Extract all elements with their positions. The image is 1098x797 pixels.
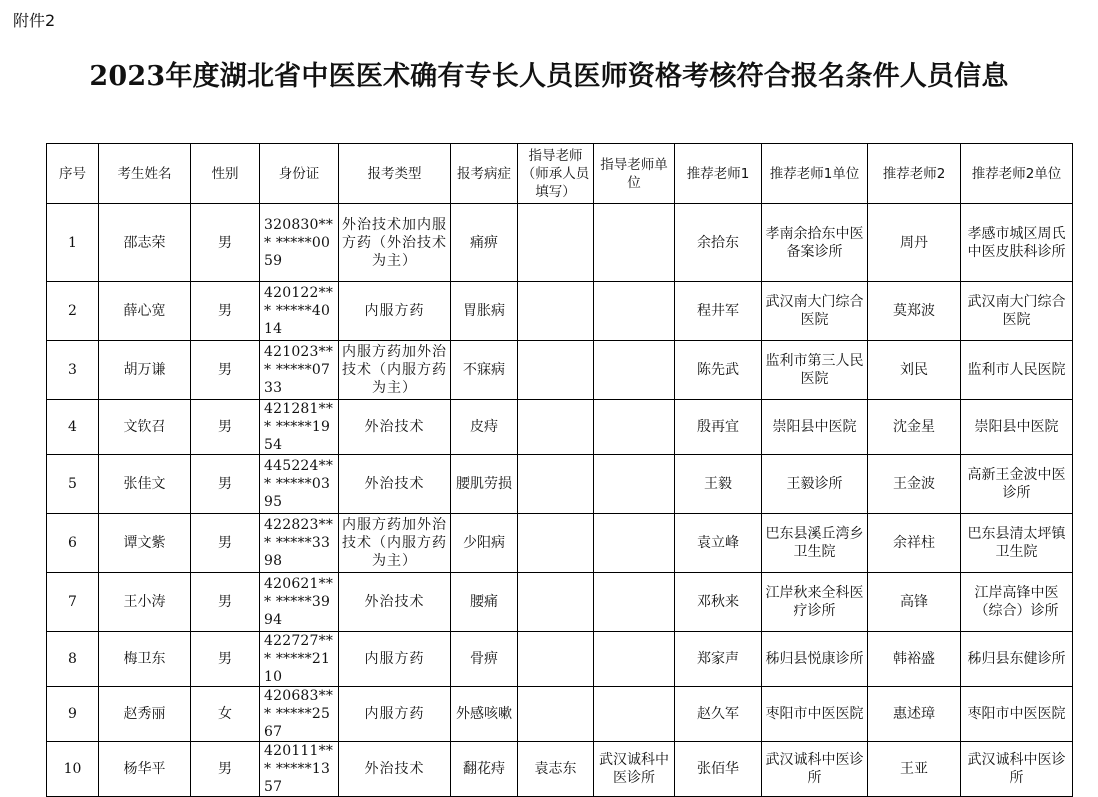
cell-referee2: 周丹 [868,204,961,282]
cell-referee1: 赵久军 [675,687,762,742]
cell-mentor [518,573,594,632]
cell-referee1-unit: 巴东县溪丘湾乡卫生院 [762,514,868,573]
cell-id-card: 422823*** *****3398 [260,514,339,573]
cell-disease: 不寐病 [451,341,518,400]
header-referee2-unit: 推荐老师2单位 [961,144,1073,204]
header-name: 考生姓名 [99,144,191,204]
cell-referee1-unit: 王毅诊所 [762,455,868,514]
cell-disease: 翻花痔 [451,742,518,797]
cell-seq: 6 [47,514,99,573]
cell-referee1: 余拾东 [675,204,762,282]
header-gender: 性别 [191,144,260,204]
cell-id-card: 420122*** *****4014 [260,282,339,341]
applicant-table [46,143,1073,797]
cell-referee1: 王毅 [675,455,762,514]
cell-gender: 男 [191,514,260,573]
cell-disease: 痛痹 [451,204,518,282]
header-referee1-unit: 推荐老师1单位 [762,144,868,204]
cell-id-card: 420683*** *****2567 [260,687,339,742]
cell-gender: 男 [191,341,260,400]
cell-referee2-unit: 江岸高锋中医（综合）诊所 [961,573,1073,632]
cell-mentor-unit [594,455,675,514]
cell-exam-type: 外治技术加内服方药（外治技术为主） [339,204,451,282]
attachment-label: 附件2 [13,11,56,30]
cell-exam-type: 内服方药 [339,632,451,687]
cell-referee2: 沈金星 [868,400,961,455]
cell-seq: 2 [47,282,99,341]
cell-exam-type: 外治技术 [339,573,451,632]
cell-seq: 3 [47,341,99,400]
cell-disease: 腰痛 [451,573,518,632]
cell-referee1: 袁立峰 [675,514,762,573]
cell-mentor-unit [594,687,675,742]
cell-seq: 9 [47,687,99,742]
cell-seq: 8 [47,632,99,687]
header-referee1: 推荐老师1 [675,144,762,204]
cell-referee1-unit: 武汉南大门综合医院 [762,282,868,341]
cell-mentor [518,632,594,687]
table-row [47,632,1073,687]
document-title: 2023年度湖北省中医医术确有专长人员医师资格考核符合报名条件人员信息 [89,61,1009,92]
cell-exam-type: 外治技术 [339,742,451,797]
cell-seq: 10 [47,742,99,797]
header-mentor: 指导老师（师承人员填写） [518,144,594,204]
header-referee2: 推荐老师2 [868,144,961,204]
cell-id-card: 420621*** *****3994 [260,573,339,632]
cell-disease: 皮痔 [451,400,518,455]
cell-mentor [518,687,594,742]
cell-referee2-unit: 枣阳市中医医院 [961,687,1073,742]
cell-gender: 男 [191,282,260,341]
cell-gender: 男 [191,742,260,797]
cell-referee1: 殷再宜 [675,400,762,455]
cell-referee1: 陈先武 [675,341,762,400]
cell-referee1: 程井军 [675,282,762,341]
cell-referee2: 王金波 [868,455,961,514]
cell-referee2-unit: 巴东县清太坪镇卫生院 [961,514,1073,573]
cell-referee2-unit: 高新王金波中医诊所 [961,455,1073,514]
cell-mentor [518,400,594,455]
cell-referee2: 莫郑波 [868,282,961,341]
cell-referee2: 高锋 [868,573,961,632]
cell-referee2-unit: 武汉诚科中医诊所 [961,742,1073,797]
cell-referee1-unit: 秭归县悦康诊所 [762,632,868,687]
cell-referee2: 惠述璋 [868,687,961,742]
cell-mentor-unit [594,204,675,282]
cell-name: 梅卫东 [99,632,191,687]
cell-seq: 1 [47,204,99,282]
cell-name: 赵秀丽 [99,687,191,742]
cell-referee2: 王亚 [868,742,961,797]
cell-gender: 男 [191,573,260,632]
header-mentor-unit: 指导老师单位 [594,144,675,204]
cell-disease: 胃胀病 [451,282,518,341]
cell-referee2-unit: 武汉南大门综合医院 [961,282,1073,341]
cell-seq: 4 [47,400,99,455]
cell-exam-type: 内服方药加外治技术（内服方药为主） [339,514,451,573]
cell-mentor [518,282,594,341]
cell-gender: 男 [191,400,260,455]
cell-id-card: 445224*** *****0395 [260,455,339,514]
cell-gender: 男 [191,632,260,687]
table-row [47,204,1073,282]
cell-exam-type: 外治技术 [339,455,451,514]
table-row [47,400,1073,455]
cell-referee1-unit: 武汉诚科中医诊所 [762,742,868,797]
cell-seq: 7 [47,573,99,632]
cell-disease: 骨痹 [451,632,518,687]
cell-referee1-unit: 崇阳县中医院 [762,400,868,455]
cell-referee2-unit: 崇阳县中医院 [961,400,1073,455]
table-row [47,455,1073,514]
cell-mentor [518,341,594,400]
cell-exam-type: 内服方药加外治技术（内服方药为主） [339,341,451,400]
cell-name: 谭文紫 [99,514,191,573]
cell-referee1-unit: 监利市第三人民医院 [762,341,868,400]
cell-referee1-unit: 孝南余拾东中医备案诊所 [762,204,868,282]
header-disease: 报考病症 [451,144,518,204]
cell-gender: 男 [191,204,260,282]
cell-mentor [518,455,594,514]
cell-name: 邵志荣 [99,204,191,282]
cell-mentor-unit: 武汉诚科中医诊所 [594,742,675,797]
cell-referee1: 邓秋来 [675,573,762,632]
cell-referee1-unit: 枣阳市中医医院 [762,687,868,742]
cell-mentor-unit [594,282,675,341]
cell-id-card: 421281*** *****1954 [260,400,339,455]
cell-mentor: 袁志东 [518,742,594,797]
table-body [47,204,1073,797]
cell-disease: 少阳病 [451,514,518,573]
cell-referee2-unit: 孝感市城区周氏中医皮肤科诊所 [961,204,1073,282]
cell-mentor [518,204,594,282]
cell-referee2-unit: 监利市人民医院 [961,341,1073,400]
table-row [47,687,1073,742]
table-row [47,341,1073,400]
cell-gender: 女 [191,687,260,742]
cell-gender: 男 [191,455,260,514]
cell-mentor-unit [594,632,675,687]
cell-mentor-unit [594,573,675,632]
cell-id-card: 320830*** *****0059 [260,204,339,282]
cell-referee2-unit: 秭归县东健诊所 [961,632,1073,687]
header-seq: 序号 [47,144,99,204]
cell-disease: 外感咳嗽 [451,687,518,742]
cell-name: 王小涛 [99,573,191,632]
cell-referee2: 刘民 [868,341,961,400]
cell-exam-type: 外治技术 [339,400,451,455]
cell-exam-type: 内服方药 [339,282,451,341]
cell-mentor-unit [594,514,675,573]
cell-id-card: 421023*** *****0733 [260,341,339,400]
cell-exam-type: 内服方药 [339,687,451,742]
cell-mentor-unit [594,400,675,455]
table-row [47,573,1073,632]
cell-disease: 腰肌劳损 [451,455,518,514]
cell-referee1-unit: 江岸秋来全科医疗诊所 [762,573,868,632]
header-id-card: 身份证 [260,144,339,204]
table-row [47,742,1073,797]
cell-name: 张佳文 [99,455,191,514]
cell-id-card: 422727*** *****2110 [260,632,339,687]
cell-referee2: 韩裕盛 [868,632,961,687]
header-exam-type: 报考类型 [339,144,451,204]
cell-name: 文钦召 [99,400,191,455]
cell-name: 胡万谦 [99,341,191,400]
table-header-row [47,144,1073,204]
cell-referee1: 郑家声 [675,632,762,687]
cell-referee2: 余祥柱 [868,514,961,573]
cell-seq: 5 [47,455,99,514]
cell-mentor [518,514,594,573]
cell-mentor-unit [594,341,675,400]
cell-id-card: 420111*** *****1357 [260,742,339,797]
cell-referee1: 张佰华 [675,742,762,797]
table-row [47,514,1073,573]
cell-name: 杨华平 [99,742,191,797]
cell-name: 薛心宽 [99,282,191,341]
table-row [47,282,1073,341]
